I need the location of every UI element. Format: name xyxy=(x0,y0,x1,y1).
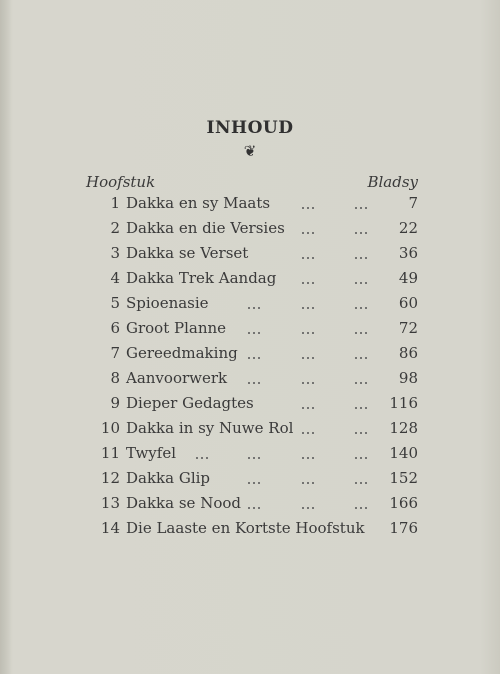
leader-dot xyxy=(196,457,198,459)
leader-dot xyxy=(360,382,362,384)
leader-dot xyxy=(258,307,260,309)
leader-dot xyxy=(258,457,260,459)
leader-dot xyxy=(307,207,309,209)
toc-row xyxy=(0,441,500,466)
leader-dot xyxy=(355,382,357,384)
toc-row xyxy=(0,416,500,441)
leader-dot xyxy=(248,457,250,459)
leader-dot xyxy=(302,482,304,484)
leader-dot xyxy=(360,332,362,334)
leader-dot xyxy=(258,482,260,484)
leader-dot xyxy=(307,282,309,284)
leader-dot xyxy=(312,382,314,384)
leader-dot xyxy=(360,357,362,359)
leader-dot xyxy=(365,482,367,484)
leader-dot xyxy=(360,457,362,459)
leader-dot xyxy=(302,357,304,359)
page-number: 7 xyxy=(408,194,418,212)
leader-dot xyxy=(355,332,357,334)
chapter-title: Dieper Gedagtes xyxy=(126,394,254,412)
leader-dot xyxy=(302,332,304,334)
toc-row xyxy=(0,291,500,316)
chapter-number: 9 xyxy=(110,394,120,412)
chapter-title: Dakka Trek Aandag xyxy=(126,269,277,287)
leader-dot xyxy=(360,232,362,234)
leader-dot xyxy=(248,507,250,509)
leader-dot xyxy=(365,282,367,284)
page-number: 36 xyxy=(398,244,418,262)
chapter-title: Dakka Glip xyxy=(126,469,211,487)
leader-dot xyxy=(253,307,255,309)
leader-dot xyxy=(355,457,357,459)
leader-dot xyxy=(307,332,309,334)
chapter-number: 8 xyxy=(110,369,120,387)
chapter-title: Gereedmaking xyxy=(126,344,238,362)
leader-dot xyxy=(365,432,367,434)
chapter-number: 2 xyxy=(110,219,120,237)
leader-dot xyxy=(355,257,357,259)
leader-dot xyxy=(307,382,309,384)
page-number: 60 xyxy=(398,294,418,312)
chapter-column-header: Hoofstuk xyxy=(86,173,156,191)
toc-row xyxy=(0,491,500,516)
leader-dot xyxy=(360,282,362,284)
leader-dot xyxy=(248,307,250,309)
leader-dot xyxy=(253,482,255,484)
leader-dot xyxy=(248,332,250,334)
leader-dot xyxy=(355,357,357,359)
leader-dot xyxy=(253,382,255,384)
leader-dot xyxy=(302,232,304,234)
leader-dot xyxy=(312,457,314,459)
leader-dot xyxy=(360,307,362,309)
leader-dot xyxy=(360,432,362,434)
leader-dot xyxy=(312,207,314,209)
leader-dot xyxy=(253,332,255,334)
leader-dot xyxy=(302,457,304,459)
leader-dot xyxy=(355,482,357,484)
leader-dot xyxy=(258,382,260,384)
leader-dot xyxy=(365,457,367,459)
leader-dot xyxy=(253,357,255,359)
leader-dot xyxy=(201,457,203,459)
leader-dot xyxy=(307,482,309,484)
leader-dot xyxy=(365,357,367,359)
chapter-number: 7 xyxy=(110,344,120,362)
leader-dot xyxy=(307,457,309,459)
leader-dot xyxy=(253,507,255,509)
chapter-number: 1 xyxy=(110,194,120,212)
leader-dot xyxy=(360,407,362,409)
leader-dot xyxy=(248,357,250,359)
page-column-header: Bladsy xyxy=(367,173,418,191)
leader-dot xyxy=(365,507,367,509)
chapter-title: Die Laaste en Kortste Hoofstuk xyxy=(126,519,365,537)
leader-dot xyxy=(365,257,367,259)
leader-dot xyxy=(302,507,304,509)
toc-row xyxy=(0,266,500,291)
leader-dot xyxy=(302,432,304,434)
chapter-number: 10 xyxy=(100,419,120,437)
chapter-title: Twyfel xyxy=(126,444,177,462)
toc-row xyxy=(0,391,500,416)
chapter-number: 13 xyxy=(100,494,120,512)
leader-dot xyxy=(302,407,304,409)
chapter-title: Dakka in sy Nuwe Rol xyxy=(126,419,294,437)
toc-row xyxy=(0,516,500,541)
chapter-title: Groot Planne xyxy=(126,319,227,337)
leader-dot xyxy=(302,257,304,259)
leader-dot xyxy=(312,232,314,234)
chapter-number: 11 xyxy=(100,444,120,462)
leader-dot xyxy=(312,432,314,434)
leader-dot xyxy=(312,257,314,259)
leader-dot xyxy=(312,332,314,334)
leader-dot xyxy=(302,382,304,384)
leader-dot xyxy=(258,332,260,334)
leader-dot xyxy=(307,307,309,309)
leader-dot xyxy=(206,457,208,459)
leader-dot xyxy=(360,482,362,484)
leader-dot xyxy=(307,432,309,434)
leader-dot xyxy=(365,232,367,234)
leader-dot xyxy=(307,507,309,509)
page-number: 98 xyxy=(398,369,418,387)
leader-dot xyxy=(253,457,255,459)
chapter-title: Dakka en sy Maats xyxy=(126,194,271,212)
chapter-number: 14 xyxy=(100,519,120,537)
chapter-title: Dakka en die Versies xyxy=(126,219,285,237)
leader-dot xyxy=(248,382,250,384)
page-number: 22 xyxy=(398,219,418,237)
leader-dot xyxy=(355,232,357,234)
leader-dot xyxy=(355,207,357,209)
page-number: 49 xyxy=(398,269,418,287)
leader-dot xyxy=(355,307,357,309)
page-number: 140 xyxy=(389,444,418,462)
leader-dot xyxy=(365,307,367,309)
leader-dot xyxy=(360,207,362,209)
leader-dot xyxy=(307,232,309,234)
leader-dot xyxy=(360,507,362,509)
toc-row xyxy=(0,316,500,341)
leader-dot xyxy=(302,307,304,309)
leader-dot xyxy=(258,507,260,509)
leader-dot xyxy=(360,257,362,259)
leader-dot xyxy=(307,407,309,409)
leader-dot xyxy=(307,257,309,259)
page-title: INHOUD xyxy=(206,118,294,138)
leader-dot xyxy=(307,357,309,359)
toc-row xyxy=(0,341,500,366)
leader-dot xyxy=(312,307,314,309)
chapter-number: 5 xyxy=(110,294,120,312)
toc-row xyxy=(0,366,500,391)
leader-dot xyxy=(355,407,357,409)
toc-row xyxy=(0,216,500,241)
page-number: 166 xyxy=(389,494,418,512)
page-number: 86 xyxy=(398,344,418,362)
chapter-number: 3 xyxy=(110,244,120,262)
leader-dot xyxy=(365,382,367,384)
page-number: 128 xyxy=(389,419,418,437)
leader-dot xyxy=(248,482,250,484)
chapter-title: Dakka se Nood xyxy=(126,494,241,512)
leader-dot xyxy=(312,507,314,509)
chapter-number: 4 xyxy=(110,269,120,287)
chapter-number: 6 xyxy=(110,319,120,337)
leader-dot xyxy=(302,207,304,209)
leader-dot xyxy=(365,207,367,209)
leader-dot xyxy=(312,482,314,484)
toc-row xyxy=(0,466,500,491)
page-number: 152 xyxy=(389,469,418,487)
leader-dot xyxy=(355,432,357,434)
chapter-title: Spioenasie xyxy=(126,294,209,312)
leader-dot xyxy=(312,357,314,359)
chapter-title: Dakka se Verset xyxy=(126,244,249,262)
leader-dot xyxy=(302,282,304,284)
page-number: 176 xyxy=(389,519,418,537)
leader-dot xyxy=(355,282,357,284)
chapter-title: Aanvoorwerk xyxy=(126,369,228,387)
leader-dot xyxy=(258,357,260,359)
leader-dot xyxy=(312,407,314,409)
page-number: 72 xyxy=(398,319,418,337)
leader-dot xyxy=(355,507,357,509)
toc-row xyxy=(0,241,500,266)
leader-dot xyxy=(312,282,314,284)
leader-dot xyxy=(365,332,367,334)
toc-row xyxy=(0,191,500,216)
leader-dot xyxy=(365,407,367,409)
chapter-number: 12 xyxy=(100,469,120,487)
ornament-icon: ❦ xyxy=(243,142,257,160)
page-number: 116 xyxy=(389,394,418,412)
